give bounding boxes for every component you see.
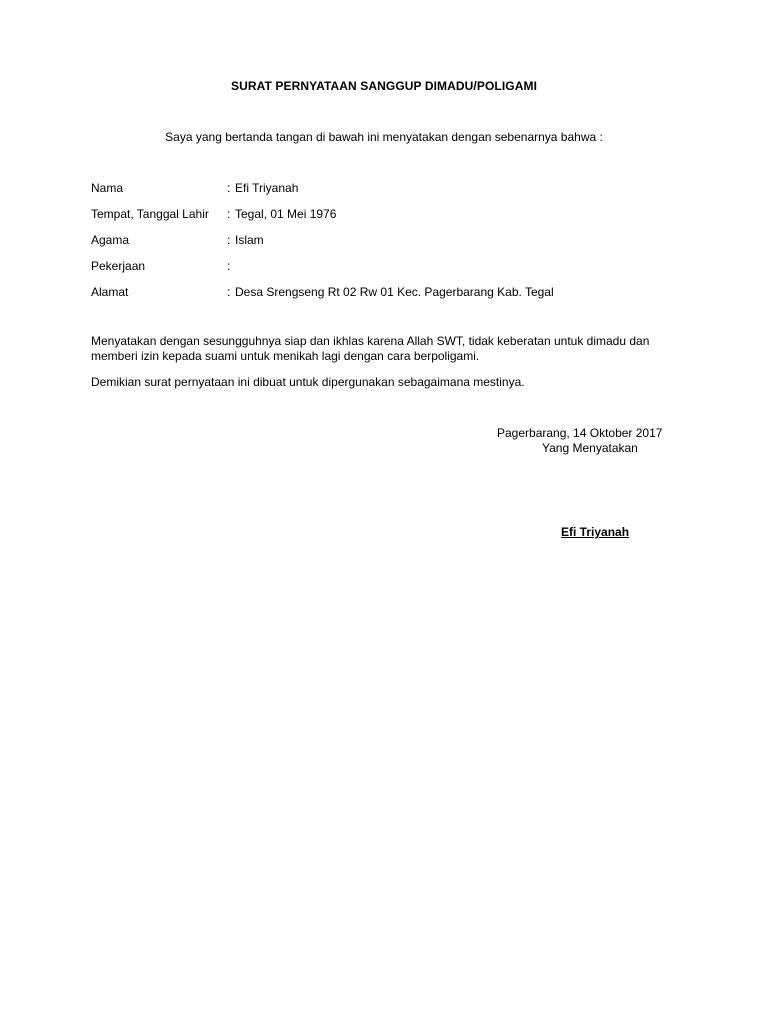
field-row-alamat — [91, 285, 691, 311]
place-date: Pagerbarang, 14 Oktober 2017 — [497, 426, 663, 440]
field-label: Nama — [91, 181, 124, 195]
field-label: Tempat, Tanggal Lahir — [91, 207, 209, 221]
closing-paragraph: Demikian surat pernyataan ini dibuat untuk dipergunakan sebagaimana mestinya. — [91, 375, 525, 389]
statement-line: Menyatakan dengan sesungguhnya siap dan ikhlas karena Allah SWT, tidak keberatan untuk dimadu dan — [91, 334, 650, 348]
statement-line: memberi izin kepada suami untuk menikah lagi dengan cara berpoligami. — [91, 349, 480, 363]
field-row-agama — [91, 233, 691, 259]
statement-paragraph — [91, 334, 691, 364]
signer-name: Efi Triyanah — [561, 525, 630, 539]
field-row-tempat-tanggal-lahir — [91, 207, 691, 233]
field-value: Desa Srengseng Rt 02 Rw 01 Kec. Pagerbarang Kab. Tegal — [235, 285, 554, 299]
intro-text: Saya yang bertanda tangan di bawah ini menyatakan dengan sebenarnya bahwa : — [165, 130, 603, 144]
field-colon: : — [227, 259, 231, 273]
field-colon: : — [227, 233, 231, 247]
field-colon: : — [227, 207, 231, 221]
field-row-nama — [91, 181, 691, 207]
field-row-pekerjaan — [91, 259, 691, 285]
field-value: Islam — [235, 233, 264, 247]
field-label: Agama — [91, 233, 130, 247]
field-label: Alamat — [91, 285, 129, 299]
field-value: Tegal, 01 Mei 1976 — [235, 207, 337, 221]
signer-role: Yang Menyatakan — [542, 441, 638, 455]
field-value: Efi Triyanah — [235, 181, 299, 195]
field-colon: : — [227, 285, 231, 299]
document-title: SURAT PERNYATAAN SANGGUP DIMADU/POLIGAMI — [230, 79, 537, 93]
field-label: Pekerjaan — [91, 259, 146, 273]
identity-fields — [91, 181, 691, 311]
field-colon: : — [227, 181, 231, 195]
